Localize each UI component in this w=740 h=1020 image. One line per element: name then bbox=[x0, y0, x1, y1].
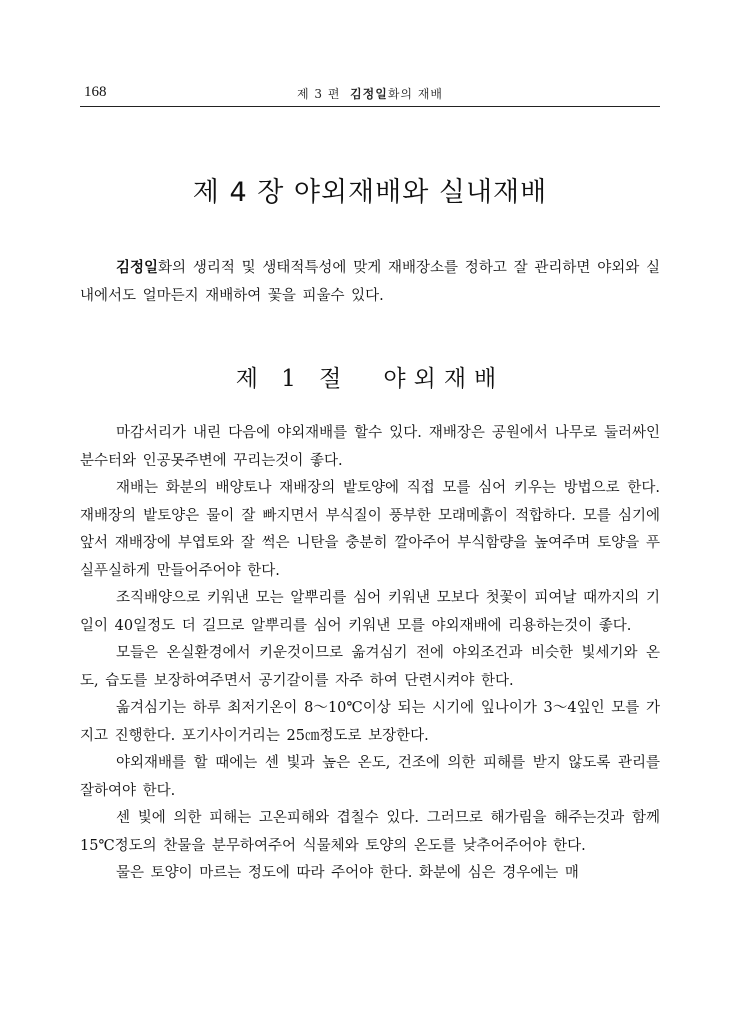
body-paragraph: 물은 토양이 마르는 정도에 따라 주어야 한다. 화분에 심은 경우에는 매 bbox=[116, 865, 579, 881]
body-paragraph: 센 빛에 의한 피해는 고온피해와 겹칠수 있다. 그러므로 해가림을 해주는것과 함께 15℃정도의 찬물을 분무하여주어 식물체와 토양의 온도를 낮추어주어야 한다. bbox=[80, 810, 660, 854]
running-head bbox=[80, 85, 660, 102]
intro-bold-name: 김정일 bbox=[116, 259, 159, 276]
body-paragraph: 모들은 온실환경에서 키운것이므로 옮겨심기 전에 야외조건과 비슷한 빛세기와 온도, 습도를 보장하여주면서 공기갈이를 자주 하여 단련시켜야 한다. bbox=[80, 645, 660, 689]
running-head-rest: 화의 재배 bbox=[387, 87, 444, 101]
running-head-name: 김정일 bbox=[350, 87, 388, 101]
body-paragraph: 재배는 화분의 배양토나 재배장의 밭토양에 직접 모를 심어 키우는 방법으로 한다. 재배장의 밭토양은 물이 잘 빠지면서 부식질이 풍부한 모래메흙이 적합하다. 모를 심기에 앞서 재배장에 부엽토와 잘 썩은 니탄을 충분히 깔아주어 부식함량을 높여주며 토양을 푸실푸실하게 만들어주어야 한다. bbox=[80, 480, 660, 579]
section-title bbox=[80, 360, 660, 393]
section-number: 제 1 절 bbox=[235, 366, 350, 392]
page-header bbox=[80, 82, 660, 107]
running-head-part: 제 3 편 bbox=[296, 87, 341, 101]
intro-block bbox=[80, 254, 660, 310]
intro-paragraph bbox=[80, 254, 660, 310]
body-paragraph: 야외재배를 할 때에는 센 빛과 높은 온도, 건조에 의한 피해를 받지 않도록 관리를 잘하여야 한다. bbox=[80, 755, 660, 799]
intro-text: 화의 생리적 및 생태적특성에 맞게 재배장소를 정하고 잘 관리하면 야외와 실내에서도 얼마든지 재배하여 꽃을 피울수 있다. bbox=[80, 260, 660, 304]
body-paragraph: 옮겨심기는 하루 최저기온이 8～10℃이상 되는 시기에 잎나이가 3～4잎인 모를 가지고 진행한다. 포기사이거리는 25㎝정도로 보장한다. bbox=[80, 700, 660, 744]
chapter-title: 제 4 장 야외재배와 실내재배 bbox=[192, 177, 548, 208]
page-number: 168 bbox=[84, 84, 107, 100]
body-paragraph: 마감서리가 내린 다음에 야외재배를 할수 있다. 재배장은 공원에서 나무로 둘러싸인 분수터와 인공못주변에 꾸리는것이 좋다. bbox=[80, 425, 660, 469]
section-name: 야외재배 bbox=[383, 366, 505, 392]
body-paragraph: 조직배양으로 키워낸 모는 알뿌리를 심어 키워낸 모보다 첫꽃이 피여날 때까지의 기일이 40일정도 더 길므로 알뿌리를 심어 키워낸 모를 야외재배에 리용하는것이 좋다. bbox=[80, 590, 660, 634]
body-text bbox=[80, 420, 660, 888]
